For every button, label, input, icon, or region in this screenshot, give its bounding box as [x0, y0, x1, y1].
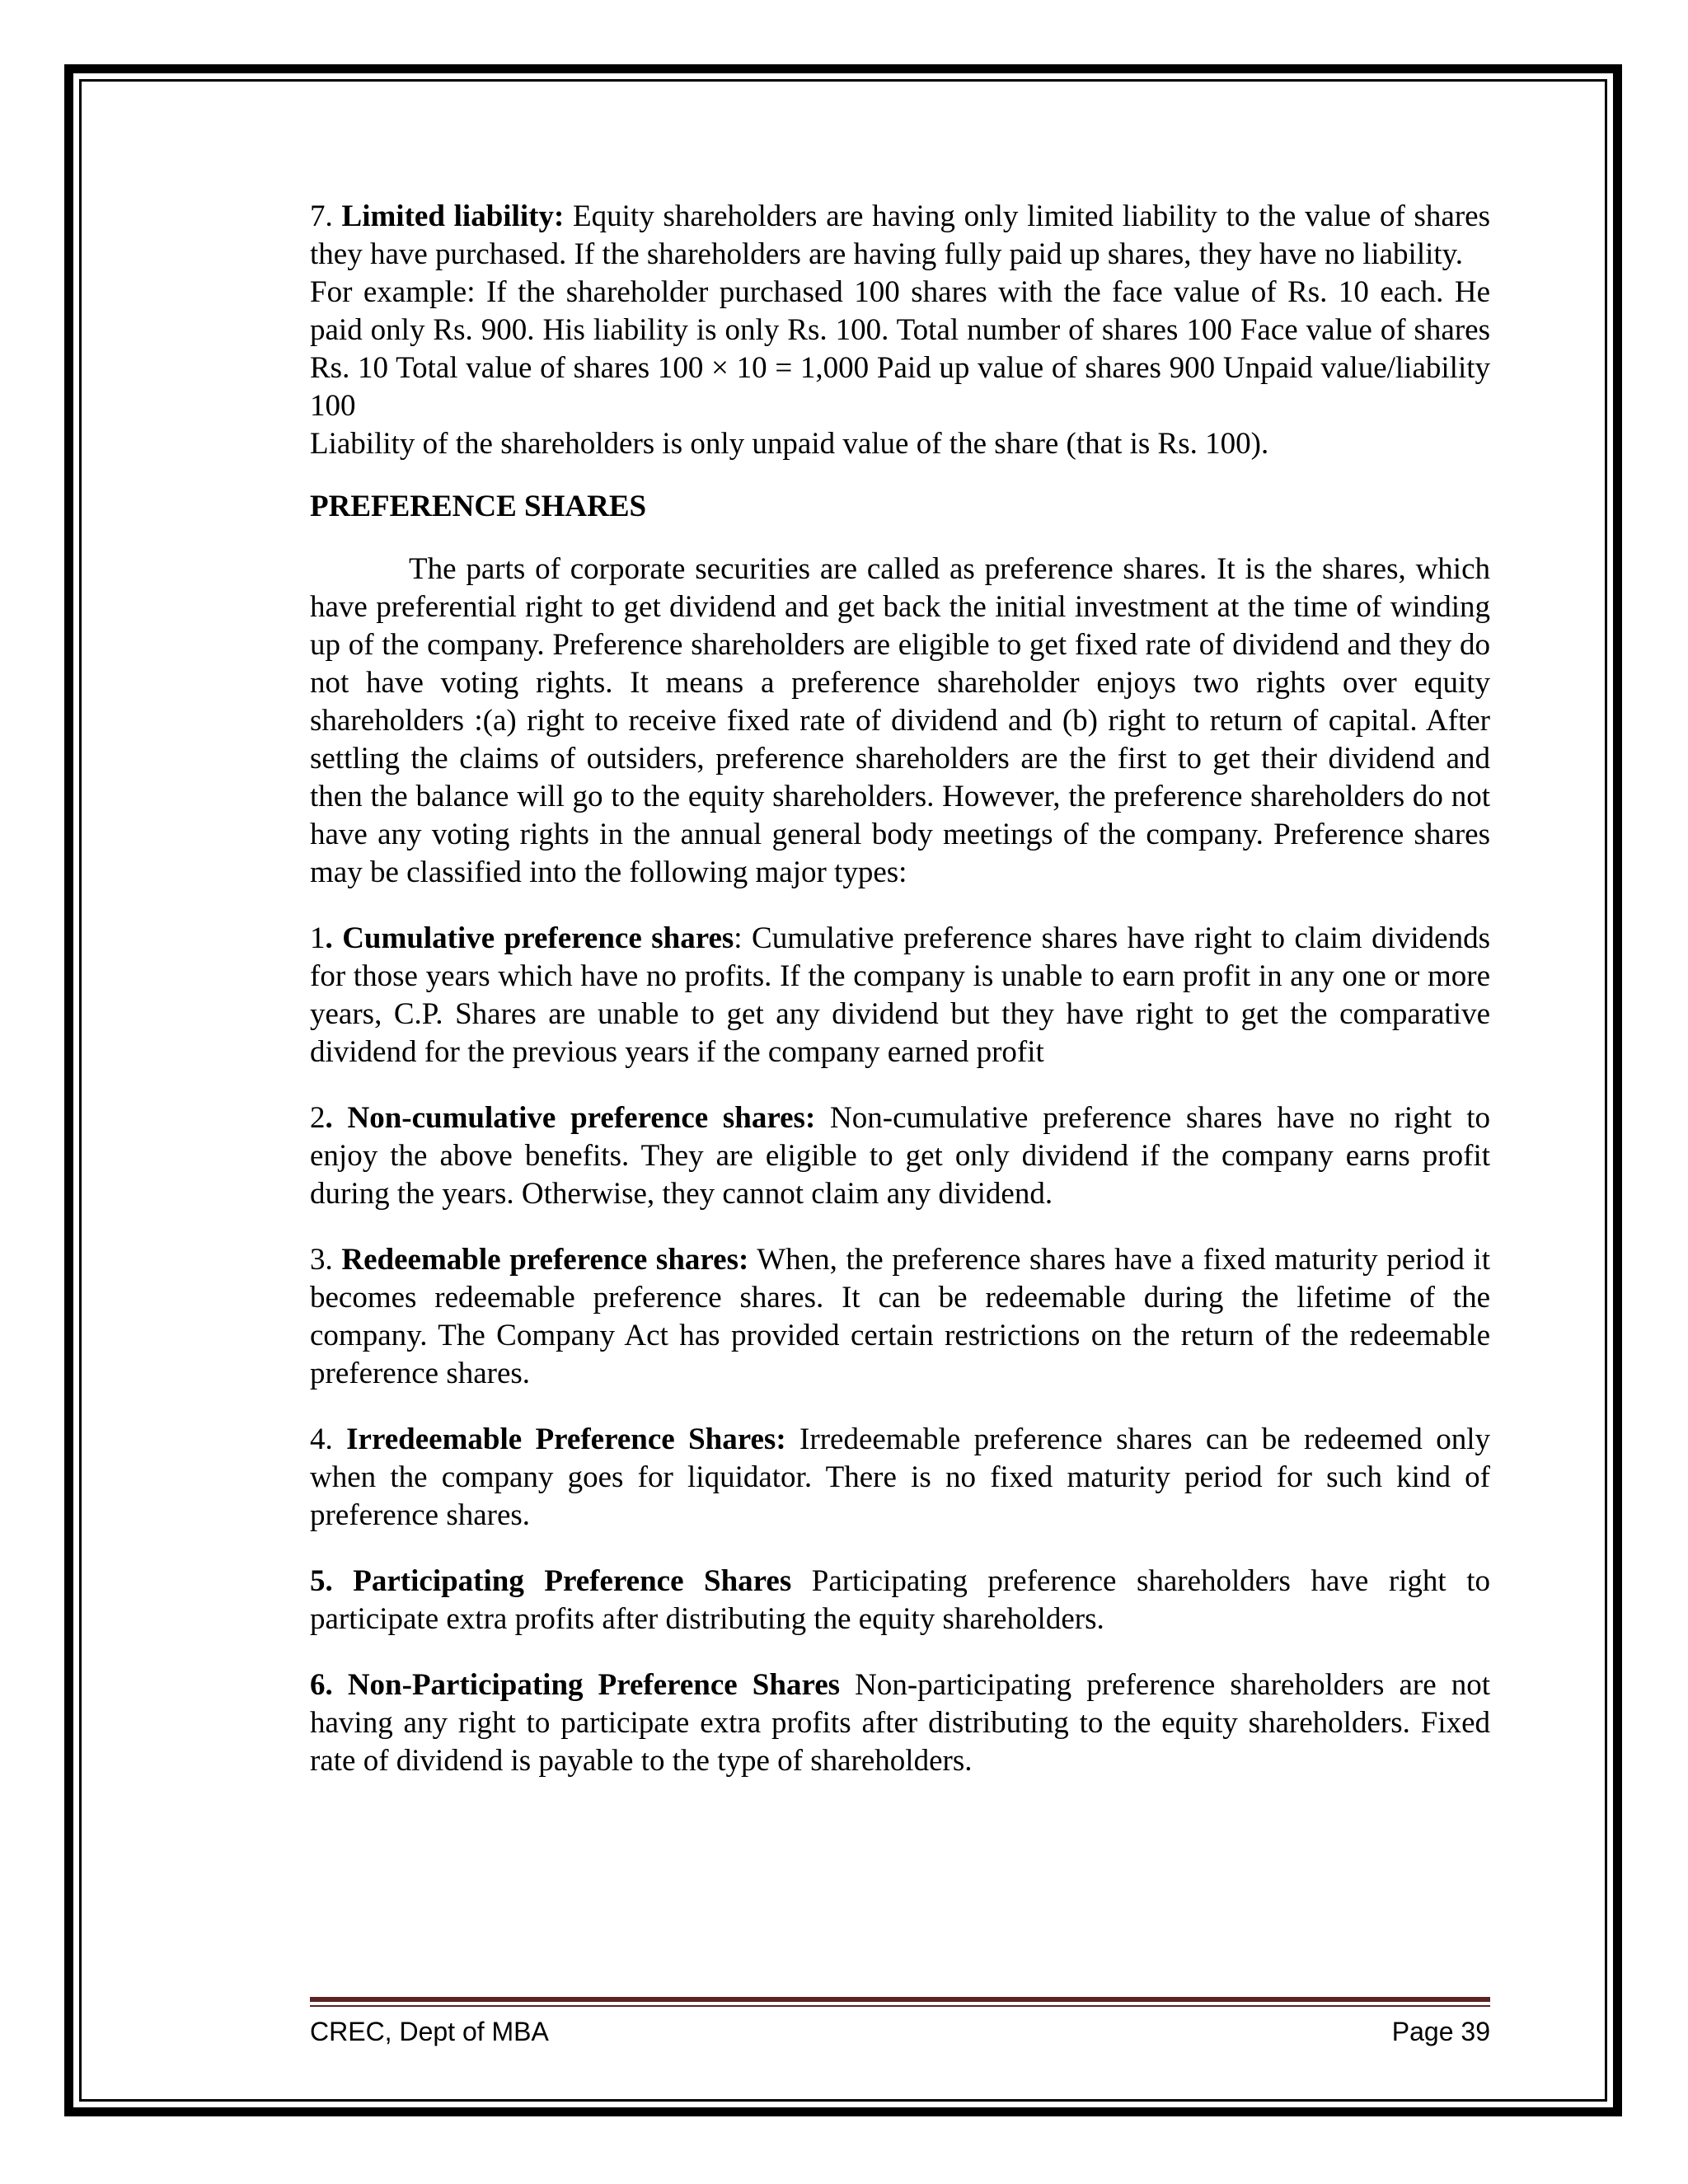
item-number: 1 [310, 921, 326, 955]
item-title: . Non-cumulative preference shares: [325, 1101, 816, 1135]
item-number: 2 [310, 1101, 326, 1135]
item-title: Redeemable preference shares: [341, 1243, 749, 1277]
limited-liability-title: Limited liability: [341, 199, 565, 233]
list-item [310, 1099, 1490, 1213]
item-text: : Cumulative preference shares have right to claim dividends for those years which have no profits. If the company is unable to earn profit in any one or more years, C.P. Shares are unable to get any dividend but they have right to get the comparative dividend for the previous years if the company earned profit [310, 921, 1490, 1069]
item-title: Irredeemable Preference Shares: [346, 1422, 786, 1456]
item-number: 4. [310, 1422, 347, 1456]
item-number: 3. [310, 1243, 342, 1277]
list-item [310, 1421, 1490, 1535]
limited-liability-number: 7. [310, 199, 342, 233]
item-title: 5. Participating Preference Shares [310, 1564, 792, 1598]
section-heading: PREFERENCE SHARES [310, 490, 647, 523]
item-text: Irredeemable preference shares can be redeemed only when the company goes for liquidator. There is no fixed maturity period for such kind of preference shares. [310, 1422, 1490, 1532]
item-text: Non-participating preference shareholders are not having any right to participate extra profits after distributing to the equity shareholders. Fixed rate of dividend is payable to the type of shareholders. [310, 1668, 1490, 1778]
footer-department: CREC, Dept of MBA [310, 2017, 549, 2046]
intro-paragraph: The parts of corporate securities are called as preference shares. It is the shares, which have preferential right to get dividend and get back the initial investment at the time of winding up of the company. Preference shareholders are eligible to get fixed rate of dividend and they do not have voting rights. It means a preference shareholder enjoys two rights over equity shareholders :(a) right to receive fixed rate of dividend and (b) right to return of capital. After settling the claims of outsiders, preference shareholders are the first to get their dividend and then the balance will go to the equity shareholders. However, the preference shareholders do not have any voting rights in the annual general body meetings of the company. Preference shares may be classified into the following major types: [310, 552, 1490, 889]
list-item [310, 920, 1490, 1071]
footer-rule-thick [310, 1997, 1490, 2002]
limited-liability-example: For example: If the shareholder purchased 100 shares with the face value of Rs. 10 each. He paid only Rs. 900. His liability is only Rs. 100. Total number of shares 100 Face value of shares Rs. 10 Total value of shares 100 × 10 = 1,000 Paid up value of shares 900 Unpaid value/liability 100 [310, 275, 1490, 423]
item-title: . Cumulative preference shares [325, 921, 734, 955]
item-text: Non-cumulative preference shares have no right to enjoy the above benefits. They are eligible to get only dividend if the company earns profit during the years. Otherwise, they cannot claim any dividend. [310, 1101, 1490, 1211]
list-item [310, 1563, 1490, 1638]
item-text: When, the preference shares have a fixed maturity period it becomes redeemable preference shares. It can be redeemable during the lifetime of the company. The Company Act has provided certain restrictions on the return of the redeemable preference shares. [310, 1243, 1491, 1390]
footer-rule-thin [310, 2005, 1490, 2007]
page-content [310, 198, 1490, 1780]
list-item [310, 1666, 1490, 1780]
item-title: 6. Non-Participating Preference Shares [310, 1668, 841, 1702]
item-text: Participating preference shareholders have right to participate extra profits after distributing the equity shareholders. [310, 1564, 1490, 1636]
page-footer [310, 2011, 1490, 2052]
list-item [310, 1241, 1490, 1393]
limited-liability-text: Equity shareholders are having only limited liability to the value of shares they have purchased. If the shareholders are having fully paid up shares, they have no liability. [310, 199, 1490, 271]
limited-liability-summary: Liability of the shareholders is only unpaid value of the share (that is Rs. 100). [310, 427, 1269, 461]
limited-liability-paragraph [310, 198, 1490, 274]
footer-page-number: Page 39 [1391, 2017, 1490, 2046]
